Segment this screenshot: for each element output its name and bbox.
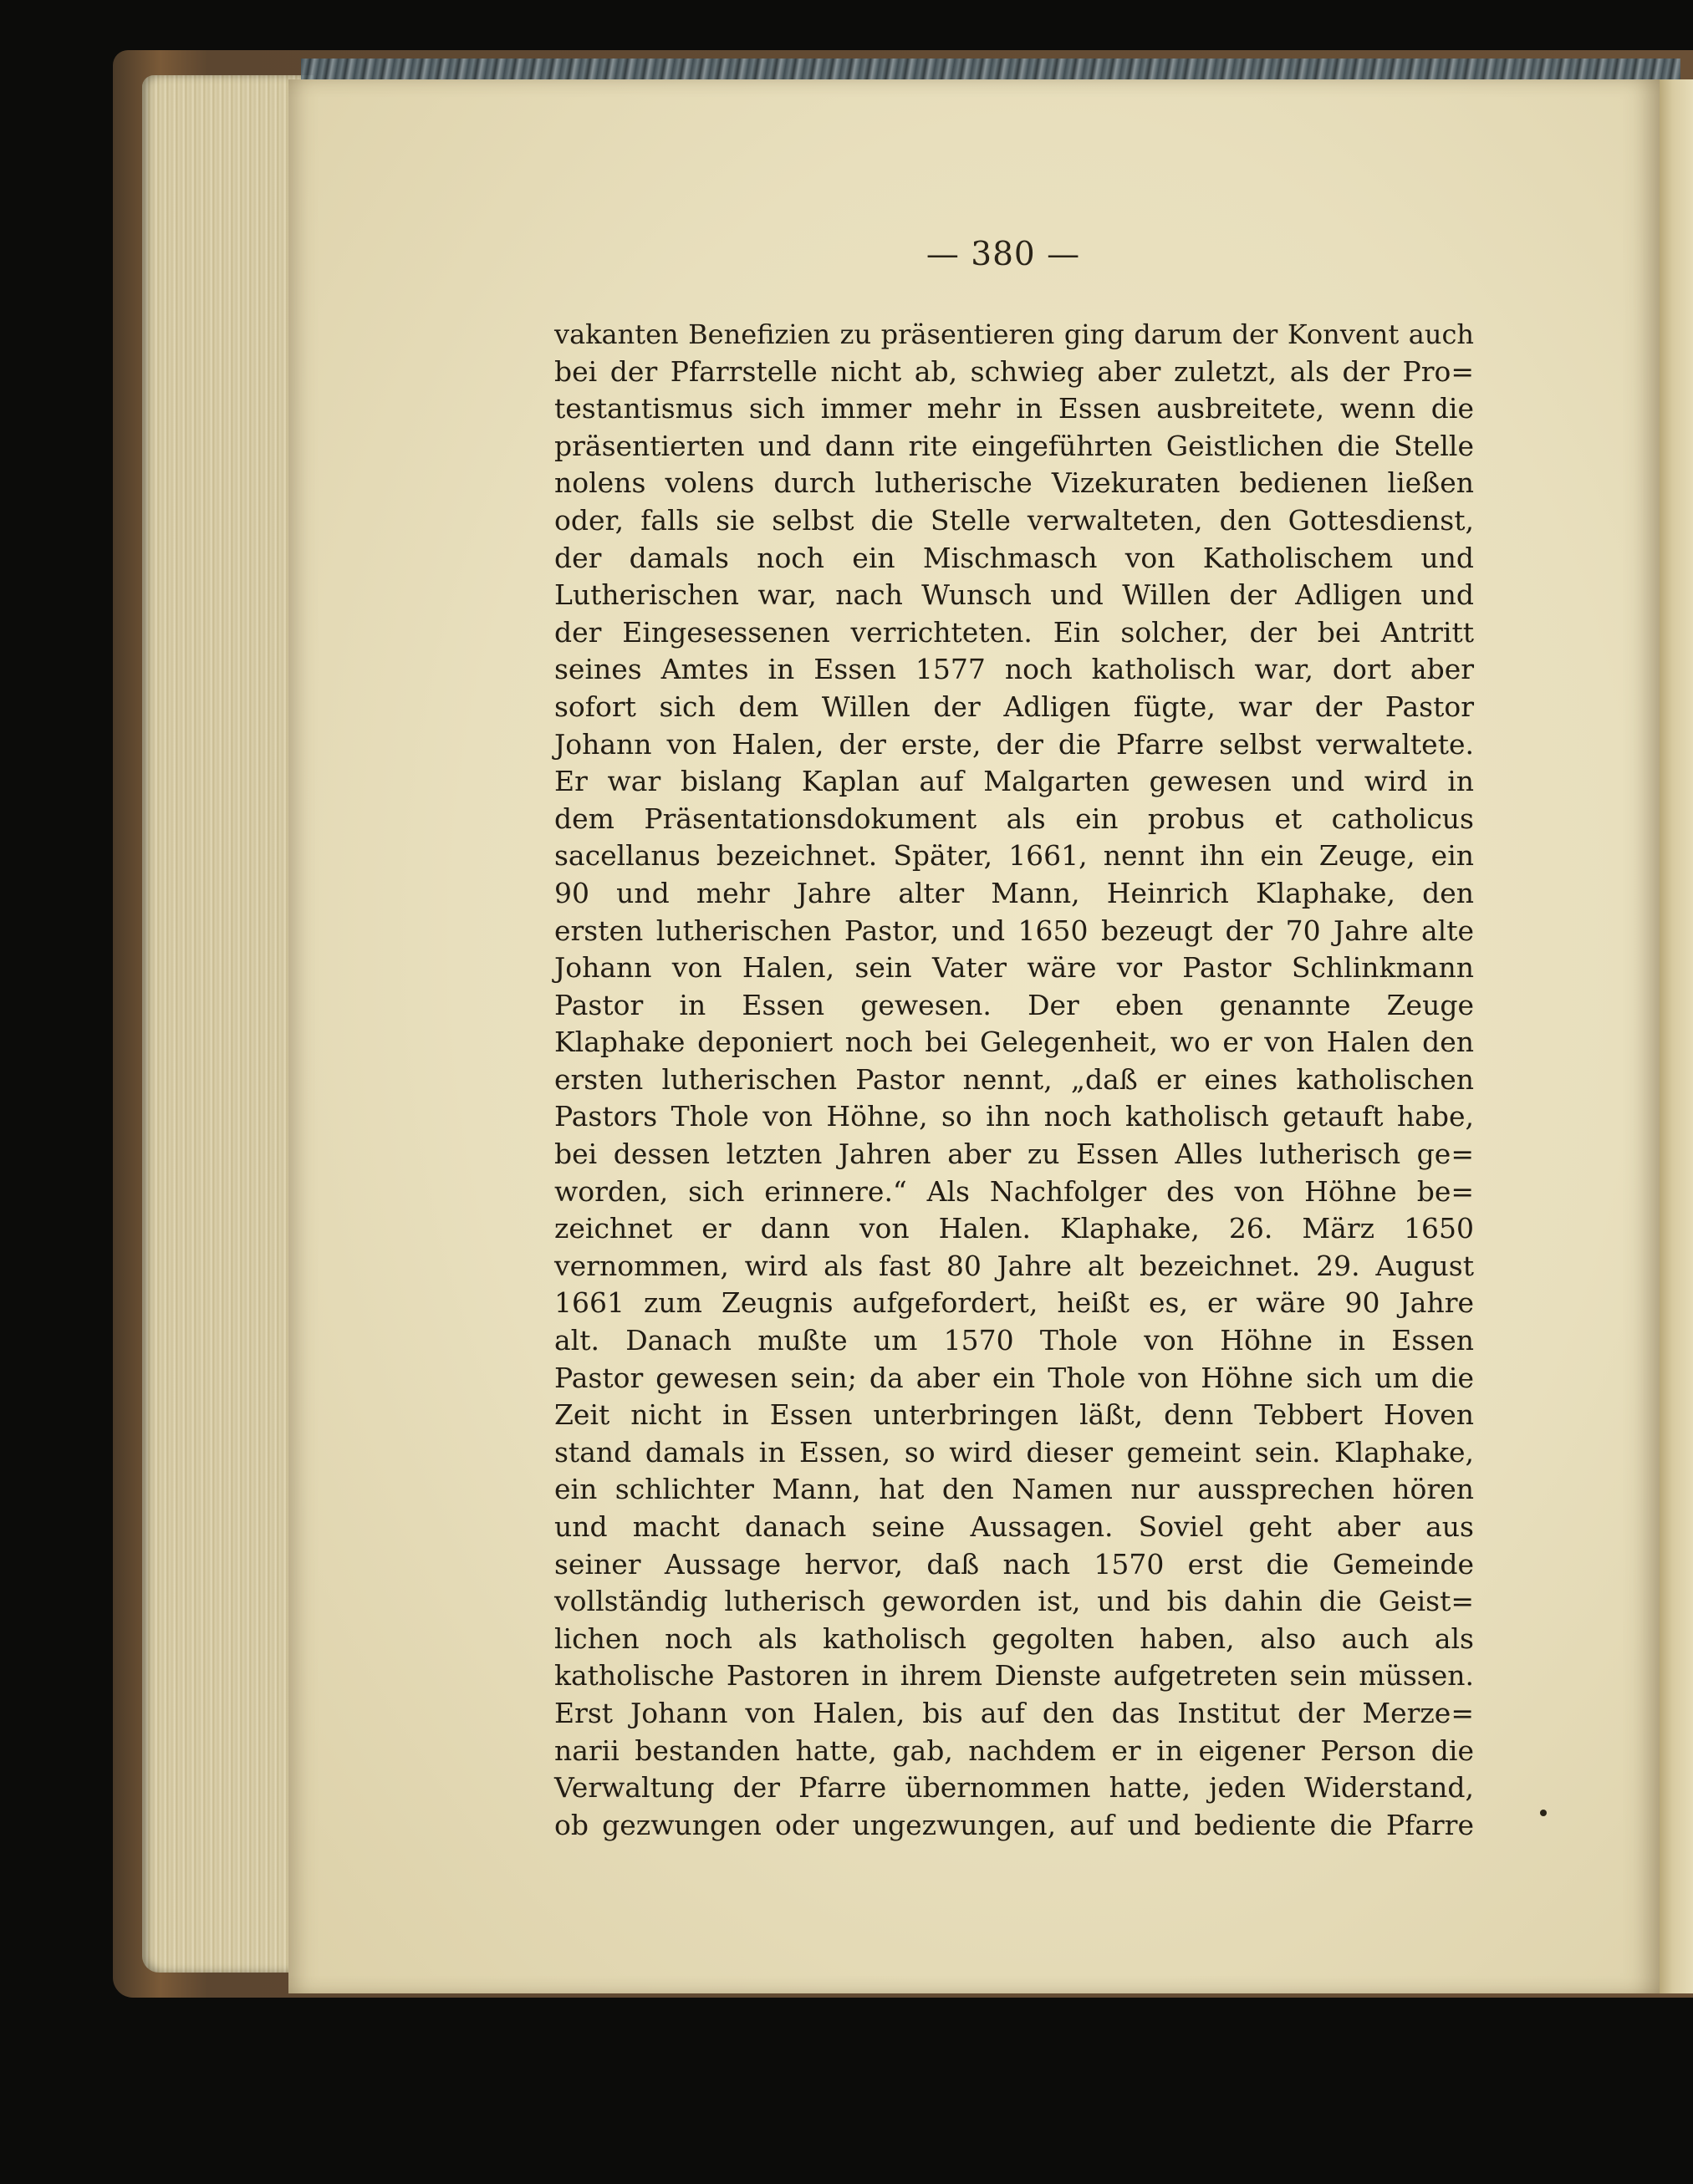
text-line: dem Präsentationsdokument als ein probus et catholicus (554, 802, 1474, 835)
text-line: lichen noch als katholisch gegolten haben, also auch als (554, 1621, 1474, 1655)
text-line: sofort sich dem Willen der Adligen fügte, war der Pastor (554, 690, 1474, 723)
text-line: 1661 zum Zeugnis aufgefordert, heißt es, er wäre 90 Jahre (554, 1286, 1474, 1320)
text-line: testantismus sich immer mehr in Essen ausbreitete, wenn die (554, 392, 1474, 425)
text-line: Lutherischen war, nach Wunsch und Willen der Adligen und (554, 578, 1474, 612)
body-text (554, 316, 1474, 1844)
text-line: vernommen, wird als fast 80 Jahre alt bezeichnet. 29. August (554, 1249, 1474, 1282)
text-line: ersten lutherischen Pastor, und 1650 bezeugt der 70 Jahre alte (554, 914, 1474, 947)
text-line: Johann von Halen, sein Vater wäre vor Pastor Schlinkmann (554, 951, 1474, 985)
text-line: Zeit nicht in Essen unterbringen läßt, denn Tebbert Hoven (554, 1398, 1474, 1432)
text-line: zeichnet er dann von Halen. Klaphake, 26. März 1650 (554, 1212, 1474, 1245)
text-line: bei der Pfarrstelle nicht ab, schwieg aber zuletzt, als der Pro= (554, 354, 1474, 388)
text-line: nolens volens durch lutherische Vizekuraten bedienen ließen (554, 466, 1474, 500)
text-line: der damals noch ein Mischmasch von Katholischem und (554, 541, 1474, 574)
ink-speck (1540, 1810, 1547, 1816)
page-number: — 380 — (926, 236, 1081, 273)
text-line: ersten lutherischen Pastor nennt, „daß er eines katholischen (554, 1062, 1474, 1096)
text-line: Pastor in Essen gewesen. Der eben genannte Zeuge (554, 988, 1474, 1021)
text-line: sacellanus bezeichnet. Später, 1661, nennt ihn ein Zeuge, ein (554, 839, 1474, 873)
text-line: vakanten Benefizien zu präsentieren ging darum der Konvent auch (554, 318, 1474, 350)
text-line: Erst Johann von Halen, bis auf den das Institut der Merze= (554, 1696, 1474, 1729)
text-line: stand damals in Essen, so wird dieser gemeint sein. Klaphake, (554, 1435, 1474, 1469)
text-line: oder, falls sie selbst die Stelle verwalteten, den Gottesdienst, (554, 503, 1474, 537)
text-line: seines Amtes in Essen 1577 noch katholisch war, dort aber (554, 653, 1474, 686)
text-line: Verwaltung der Pfarre übernommen hatte, jeden Widerstand, (554, 1771, 1474, 1805)
text-line: 90 und mehr Jahre alter Mann, Heinrich Klaphake, den (554, 876, 1474, 909)
text-line: worden, sich erinnere.“ Als Nachfolger des von Höhne be= (554, 1174, 1474, 1208)
text-line: und macht danach seine Aussagen. Soviel geht aber aus (554, 1510, 1474, 1543)
text-line: alt. Danach mußte um 1570 Thole von Höhne in Essen (554, 1324, 1474, 1357)
text-line: seiner Aussage hervor, daß nach 1570 erst die Gemeinde (554, 1547, 1474, 1581)
text-line: präsentierten und dann rite eingeführten Geistlichen die Stelle (554, 429, 1474, 462)
page-gutter (1660, 79, 1693, 1993)
text-line: katholische Pastoren in ihrem Dienste aufgetreten sein müssen. (554, 1659, 1474, 1693)
text-line: Klaphake deponiert noch bei Gelegenheit, wo er von Halen den (554, 1026, 1474, 1059)
text-line: narii bestanden hatte, gab, nachdem er in eigener Person die (554, 1733, 1474, 1767)
text-line: vollständig lutherisch geworden ist, und bis dahin die Geist= (554, 1585, 1474, 1618)
text-line: ob gezwungen oder ungezwungen, auf und bediente die Pfarre (554, 1808, 1474, 1841)
text-line: der Eingesessenen verrichteten. Ein solcher, der bei Antritt (554, 615, 1474, 649)
text-line: Er war bislang Kaplan auf Malgarten gewesen und wird in (554, 765, 1474, 798)
text-line: Pastors Thole von Höhne, so ihn noch katholisch getauft habe, (554, 1100, 1474, 1133)
text-line: Johann von Halen, der erste, der die Pfarre selbst verwaltete. (554, 727, 1474, 761)
text-line: bei dessen letzten Jahren aber zu Essen Alles lutherisch ge= (554, 1138, 1474, 1171)
text-line: ein schlichter Mann, hat den Namen nur aussprechen hören (554, 1473, 1474, 1506)
text-line: Pastor gewesen sein; da aber ein Thole von Höhne sich um die (554, 1361, 1474, 1394)
